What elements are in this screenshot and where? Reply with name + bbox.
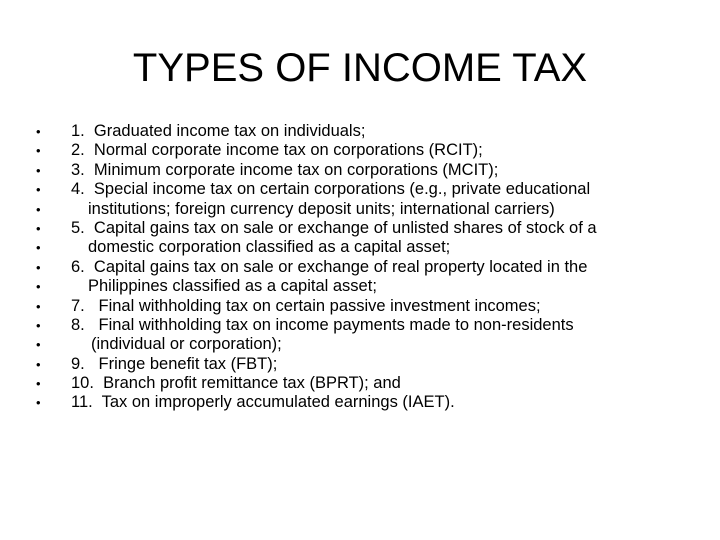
- list-line-text: 7. Final withholding tax on certain passive investment incomes;: [71, 296, 541, 315]
- list-line-text: 1. Graduated income tax on individuals;: [71, 122, 366, 140]
- bullet-icon: •: [36, 220, 41, 236]
- list-line: [36, 297, 696, 316]
- list-line: [36, 141, 696, 160]
- bullet-icon: •: [36, 240, 41, 256]
- list-line-text: 5. Capital gains tax on sale or exchange of unlisted shares of stock of a: [71, 218, 597, 237]
- bullet-icon: •: [36, 124, 41, 139]
- list-line: [36, 161, 696, 180]
- bullet-icon: •: [36, 337, 41, 353]
- list-line: [36, 238, 696, 257]
- slide-title: TYPES OF INCOME TAX: [132, 46, 588, 90]
- list-line: [36, 200, 696, 219]
- list-line: [36, 335, 696, 354]
- bullet-icon: •: [36, 182, 41, 198]
- list-line-text: 11. Tax on improperly accumulated earnings (IAET).: [71, 393, 455, 412]
- list-line: [36, 180, 696, 199]
- bullet-icon: •: [36, 298, 41, 314]
- list-line-text: 8. Final withholding tax on income payments made to non-residents: [71, 315, 574, 334]
- bullet-icon: •: [36, 162, 41, 178]
- list-line: [36, 316, 696, 335]
- income-tax-type-list: [36, 122, 696, 413]
- bullet-icon: •: [36, 143, 41, 159]
- list-line-text: (individual or corporation);: [91, 335, 282, 354]
- list-line-text: institutions; foreign currency deposit units; international carriers): [88, 199, 555, 218]
- list-line-text: 6. Capital gains tax on sale or exchange of real property located in the: [71, 257, 588, 276]
- bullet-icon: •: [36, 356, 41, 372]
- list-line-text: Philippines classified as a capital asset;: [88, 277, 377, 296]
- bullet-icon: •: [36, 279, 41, 295]
- list-line-text: 3. Minimum corporate income tax on corporations (MCIT);: [71, 160, 499, 179]
- list-line: [36, 258, 696, 277]
- bullet-icon: •: [36, 376, 41, 392]
- list-line: [36, 355, 696, 374]
- bullet-icon: •: [36, 395, 41, 411]
- list-line-text: 4. Special income tax on certain corporations (e.g., private educational: [71, 180, 591, 199]
- list-line: [36, 122, 696, 141]
- bullet-icon: •: [36, 259, 41, 275]
- list-line-text: 10. Branch profit remittance tax (BPRT); and: [71, 374, 401, 393]
- list-line-text: 9. Fringe benefit tax (FBT);: [71, 354, 278, 373]
- list-line: [36, 277, 696, 296]
- bullet-icon: •: [36, 201, 41, 217]
- list-line-text: 2. Normal corporate income tax on corporations (RCIT);: [71, 141, 483, 160]
- list-line-text: domestic corporation classified as a capital asset;: [88, 238, 451, 257]
- bullet-icon: •: [36, 317, 41, 333]
- list-line: [36, 219, 696, 238]
- list-line: [36, 374, 696, 393]
- list-line: [36, 393, 696, 412]
